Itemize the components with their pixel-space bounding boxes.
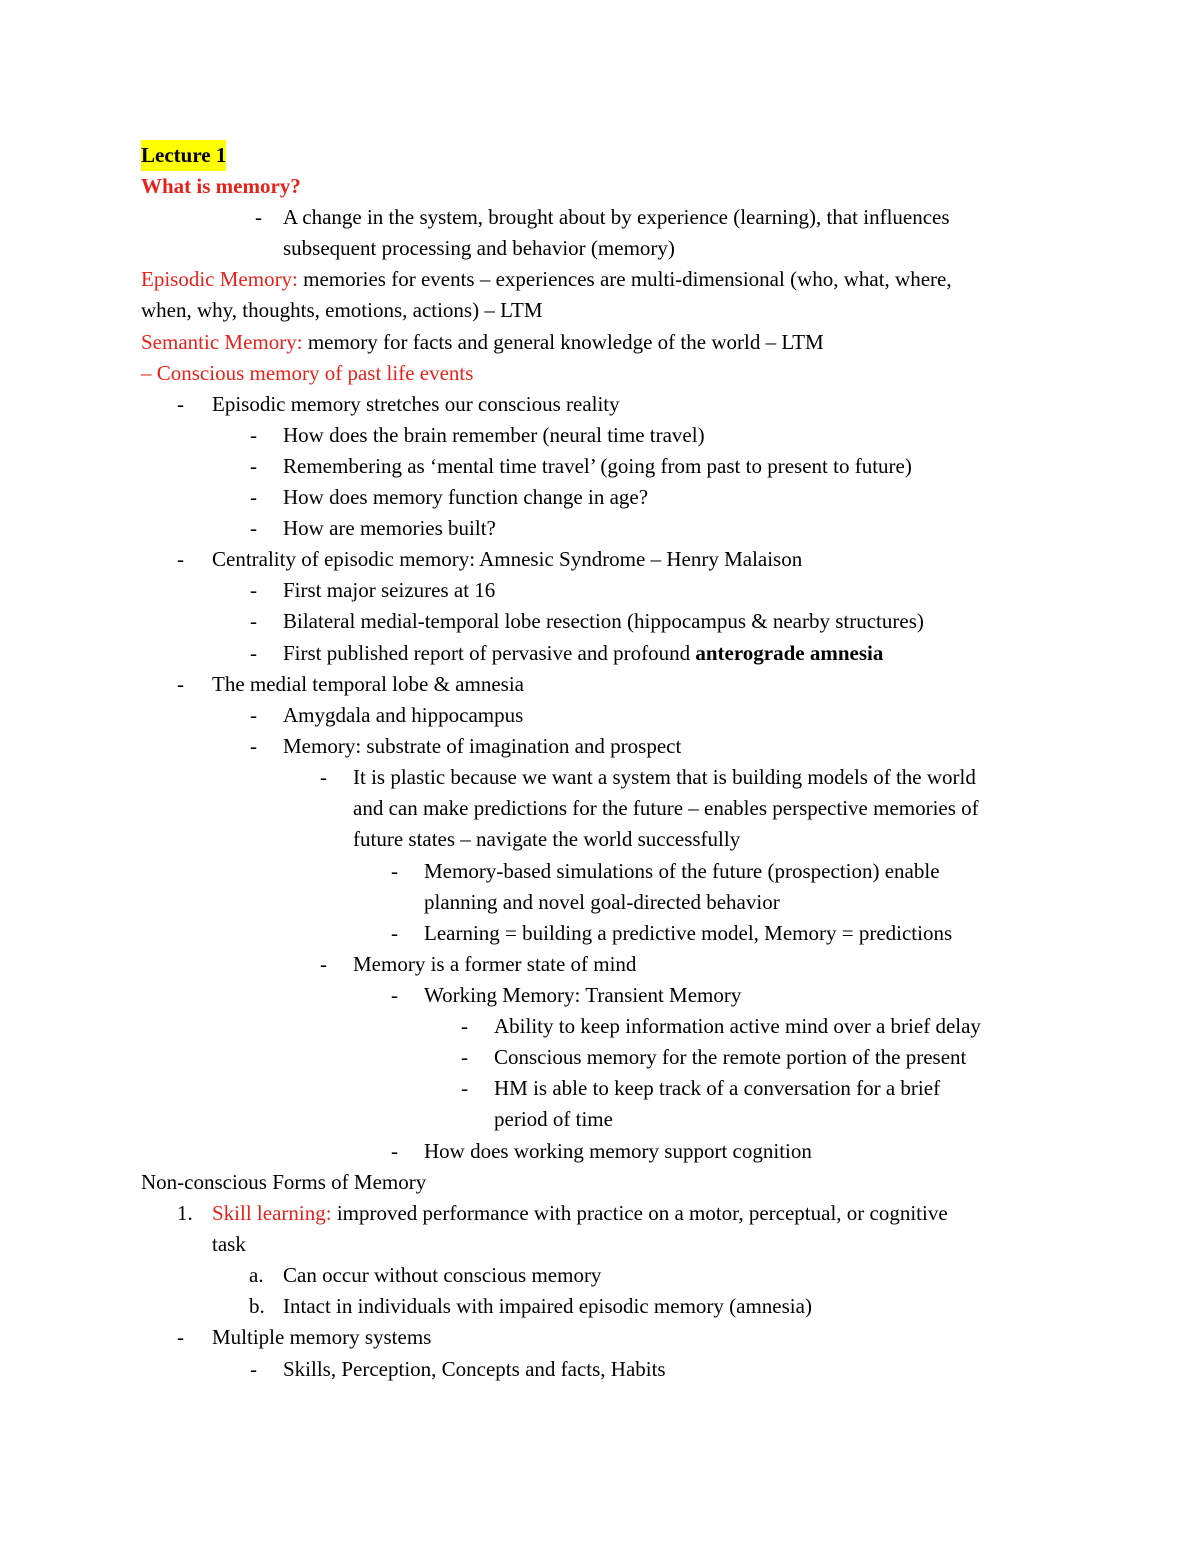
list-item: [0, 731, 1200, 762]
semantic-text: memory for facts and general knowledge of the world – LTM: [307, 330, 824, 354]
list-item-text: First major seizures at 16: [283, 578, 496, 602]
skill-text: task: [212, 1232, 246, 1256]
list-item-continuation: [0, 887, 1200, 918]
bullet-dash: -: [177, 672, 184, 696]
lettered-item: [0, 1291, 1200, 1322]
list-item: [0, 1322, 1200, 1353]
list-item-continuation: [0, 1104, 1200, 1135]
episodic-text: memories for events – experiences are multi-dimensional (who, what, where,: [303, 267, 952, 291]
bullet-dash: -: [250, 485, 257, 509]
list-item: [0, 700, 1200, 731]
bullet-dash: -: [250, 609, 257, 633]
list-item: [0, 606, 1200, 637]
report-emphasis: anterograde amnesia: [695, 641, 884, 665]
episodic-text: when, why, thoughts, emotions, actions) – LTM: [141, 298, 543, 322]
list-item: [0, 1354, 1200, 1385]
bullet-dash: -: [461, 1014, 468, 1038]
lettered-item-text: Can occur without conscious memory: [283, 1263, 602, 1287]
list-item-text: Centrality of episodic memory: Amnesic Syndrome – Henry Malaison: [212, 547, 803, 571]
nonconscious-heading: Non-conscious Forms of Memory: [141, 1170, 427, 1194]
list-item: [0, 669, 1200, 700]
bullet-dash: -: [250, 516, 257, 540]
lecture-title: Lecture 1: [141, 140, 226, 171]
bullet-dash: -: [250, 641, 257, 665]
list-item: [0, 949, 1200, 980]
list-item-text: How does the brain remember (neural time travel): [283, 423, 705, 447]
conscious-heading: – Conscious memory of past life events: [141, 361, 474, 385]
list-item-continuation: [0, 793, 1200, 824]
list-item: [0, 918, 1200, 949]
item-letter: a.: [249, 1263, 264, 1287]
conscious-heading-line: [0, 358, 1200, 389]
list-item: [0, 389, 1200, 420]
bullet-dash: -: [250, 734, 257, 758]
bullet-dash: -: [461, 1076, 468, 1100]
definition-line-2: [0, 233, 1200, 264]
list-item: [0, 482, 1200, 513]
list-item: [0, 513, 1200, 544]
numbered-item: [0, 1198, 1200, 1229]
bullet-dash: -: [461, 1045, 468, 1069]
episodic-line-2: [0, 295, 1200, 326]
bullet-dash: -: [255, 205, 262, 229]
question-line: [0, 171, 1200, 202]
episodic-paragraph: [141, 264, 952, 295]
bullet-dash: -: [391, 859, 398, 883]
list-item: [0, 544, 1200, 575]
list-item: [0, 638, 1200, 669]
list-item-text: Memory-based simulations of the future (prospection) enable: [424, 859, 940, 883]
list-item-text: How are memories built?: [283, 516, 496, 540]
list-item-text: Amygdala and hippocampus: [283, 703, 524, 727]
bullet-dash: -: [250, 423, 257, 447]
list-item-text: Episodic memory stretches our conscious reality: [212, 392, 620, 416]
list-item-text: Learning = building a predictive model, Memory = predictions: [424, 921, 953, 945]
list-item-text: and can make predictions for the future – enables perspective memories of: [353, 796, 979, 820]
bullet-dash: -: [391, 983, 398, 1007]
episodic-line-1: [0, 264, 1200, 295]
list-item: [0, 420, 1200, 451]
semantic-line: [0, 327, 1200, 358]
list-item: [0, 1042, 1200, 1073]
list-item-text: Multiple memory systems: [212, 1325, 432, 1349]
list-item: [0, 575, 1200, 606]
bullet-dash: -: [250, 454, 257, 478]
definition-text: A change in the system, brought about by experience (learning), that influences: [283, 205, 950, 229]
list-item-text: Remembering as ‘mental time travel’ (going from past to present to future): [283, 454, 912, 478]
definition-line-1: [0, 202, 1200, 233]
skill-text: improved performance with practice on a motor, perceptual, or cognitive: [336, 1201, 948, 1225]
bullet-dash: -: [177, 1325, 184, 1349]
list-item: [0, 1073, 1200, 1104]
definition-text: subsequent processing and behavior (memory): [283, 236, 675, 260]
list-item: [0, 856, 1200, 887]
list-item-text: planning and novel goal-directed behavior: [424, 890, 780, 914]
list-item: [0, 980, 1200, 1011]
list-item-text: Ability to keep information active mind over a brief delay: [494, 1014, 981, 1038]
bullet-dash: -: [391, 1139, 398, 1163]
lettered-item: [0, 1260, 1200, 1291]
item-letter: b.: [249, 1294, 265, 1318]
numbered-item-text: [212, 1198, 948, 1229]
bullet-dash: -: [320, 952, 327, 976]
numbered-item-continuation: [0, 1229, 1200, 1260]
bullet-dash: -: [320, 765, 327, 789]
list-item-text: HM is able to keep track of a conversation for a brief: [494, 1076, 941, 1100]
list-item-text: [283, 638, 883, 669]
list-item-text: How does memory function change in age?: [283, 485, 649, 509]
list-item-text: Skills, Perception, Concepts and facts, Habits: [283, 1357, 666, 1381]
bullet-dash: -: [177, 547, 184, 571]
list-item: [0, 762, 1200, 793]
bullet-dash: -: [391, 921, 398, 945]
list-item-continuation: [0, 824, 1200, 855]
bullet-dash: -: [177, 392, 184, 416]
bullet-dash: -: [250, 1357, 257, 1381]
list-item-text: Memory is a former state of mind: [353, 952, 637, 976]
list-item-text: Bilateral medial-temporal lobe resection (hippocampus & nearby structures): [283, 609, 924, 633]
episodic-term: Episodic Memory:: [141, 267, 298, 291]
bullet-dash: -: [250, 578, 257, 602]
list-item-text: It is plastic because we want a system that is building models of the world: [353, 765, 976, 789]
nonconscious-heading-line: [0, 1167, 1200, 1198]
semantic-term: Semantic Memory:: [141, 330, 303, 354]
question-heading: What is memory?: [141, 174, 301, 198]
bullet-dash: -: [250, 703, 257, 727]
item-number: 1.: [177, 1201, 193, 1225]
list-item-text: How does working memory support cognition: [424, 1139, 812, 1163]
list-item-text: period of time: [494, 1107, 613, 1131]
list-item-text: future states – navigate the world successfully: [353, 827, 741, 851]
list-item: [0, 451, 1200, 482]
skill-term: Skill learning:: [212, 1201, 332, 1225]
report-text: First published report of pervasive and profound: [283, 641, 691, 665]
semantic-paragraph: [141, 327, 824, 358]
list-item-text: Working Memory: Transient Memory: [424, 983, 742, 1007]
list-item: [0, 1136, 1200, 1167]
list-item-text: Conscious memory for the remote portion of the present: [494, 1045, 967, 1069]
list-item-text: The medial temporal lobe & amnesia: [212, 672, 524, 696]
lettered-item-text: Intact in individuals with impaired episodic memory (amnesia): [283, 1294, 812, 1318]
list-item-text: Memory: substrate of imagination and prospect: [283, 734, 682, 758]
list-item: [0, 1011, 1200, 1042]
title-line: [0, 140, 1200, 171]
